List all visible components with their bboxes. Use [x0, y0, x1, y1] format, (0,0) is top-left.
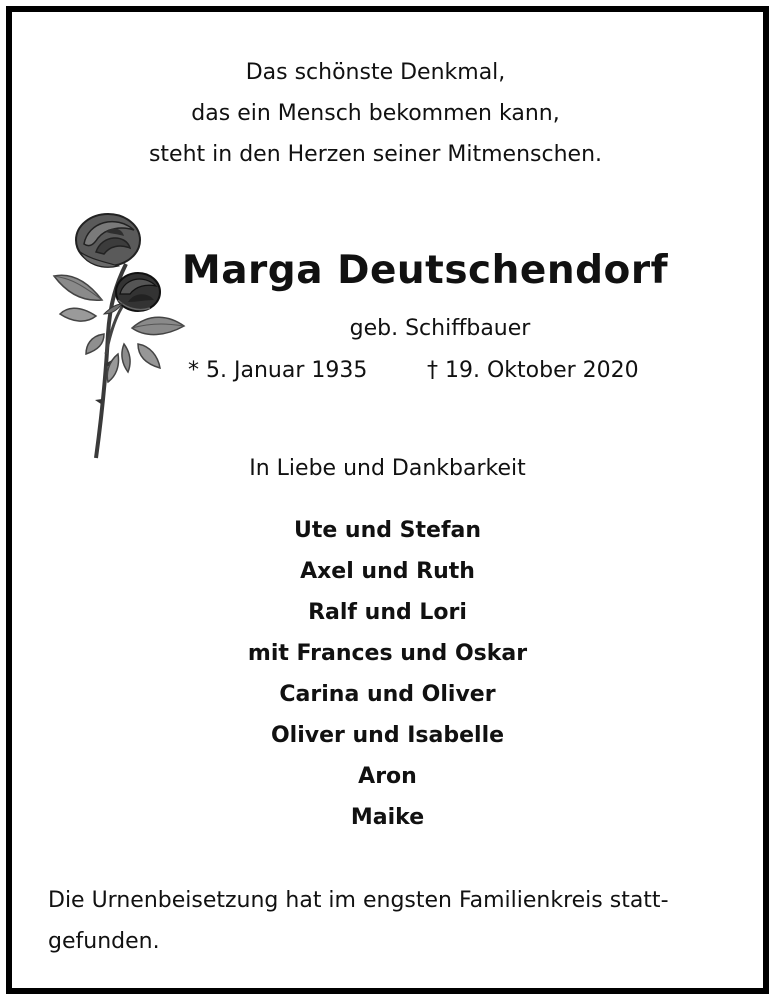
mourner-entry: Aron [358, 764, 417, 789]
mourner-entry: Carina und Oliver [279, 682, 496, 707]
motto-line-3: steht in den Herzen seiner Mitmenschen. [148, 142, 603, 167]
maiden-name: geb. Schiffbauer [349, 316, 531, 341]
mourner-entry: mit Frances und Oskar [247, 641, 528, 666]
deceased-name: Marga Deutschendorf [181, 248, 669, 293]
motto-line-2: das ein Mensch bekommen kann, [191, 101, 560, 126]
mourner-entry: Maike [350, 805, 425, 830]
motto-line-1: Das schönste Denkmal, [245, 60, 506, 85]
thanks-line: In Liebe und Dankbarkeit [249, 456, 526, 481]
mourner-entry: Axel und Ruth [300, 559, 475, 584]
burial-notice [48, 880, 728, 962]
burial-notice-line-2: gefunden. [48, 929, 160, 954]
mourner-entry: Oliver und Isabelle [270, 723, 505, 748]
rose-illustration-icon [46, 204, 186, 460]
mourner-entry: Ute und Stefan [293, 518, 482, 543]
mourner-entry: Ralf und Lori [308, 600, 467, 625]
mourners-list [0, 510, 775, 838]
burial-notice-line-1: Die Urnenbeisetzung hat im engsten Familienkreis statt- [48, 888, 669, 913]
death-date: † 19. Oktober 2020 [427, 358, 639, 383]
motto-quote [0, 52, 751, 175]
birth-date: * 5. Januar 1935 [188, 358, 368, 383]
